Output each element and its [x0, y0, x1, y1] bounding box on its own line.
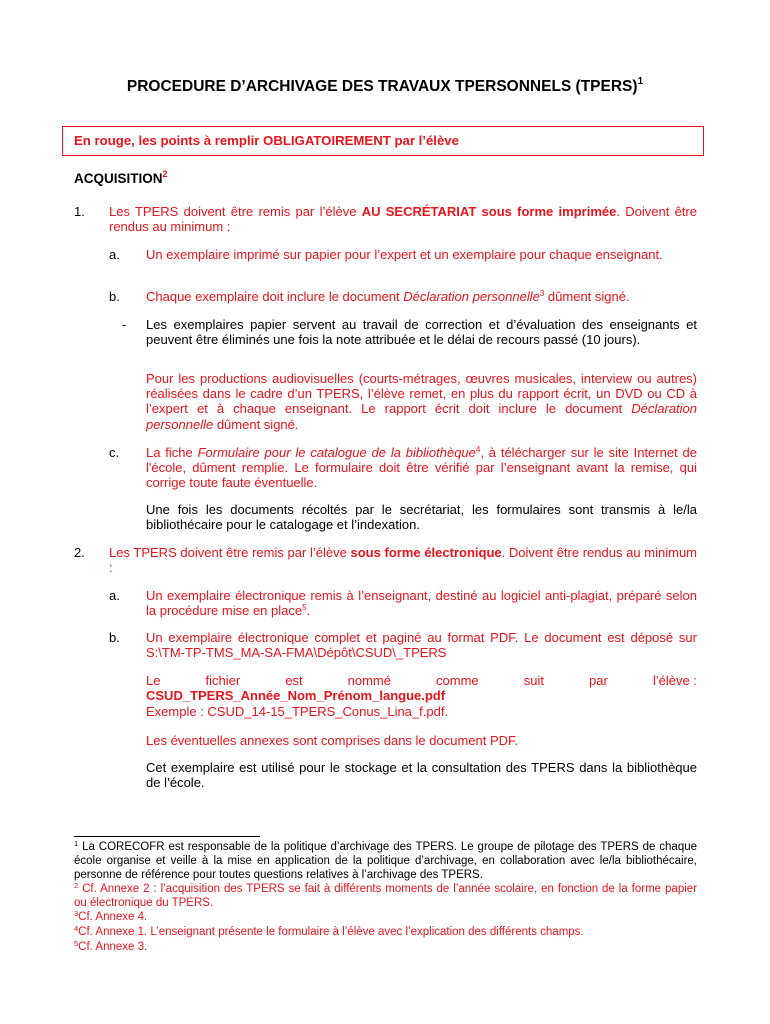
item-2-text-a: Les TPERS doivent être remis par l’élève	[109, 545, 351, 560]
footnote-divider	[74, 836, 260, 837]
item-1-text-b: . Doivent être rendus au minimum :	[109, 204, 697, 235]
item-1b-text-italic: Déclaration personnelle	[403, 289, 540, 304]
item-2a-text-main: Un exemplaire électronique remis à l’enseignant, destiné au logiciel anti-plagiat, préparé selon la procédure mise en place	[146, 588, 697, 619]
item-1-text	[109, 204, 697, 234]
item-2b-text: Un exemplaire électronique complet et paginé au format PDF. Le document est déposé sur S:\TM-TP-TMS_MA-SA-FMA\Dépôt\CSUD\_TPERS	[146, 630, 697, 661]
file-name-pattern: CSUD_TPERS_Année_Nom_Prénom_langue.pdf	[146, 688, 446, 703]
footnote-number: 1	[74, 839, 79, 848]
footnote-text: Cf. Annexe 1. L’enseignant présente le formulaire à l’élève avec l’explication des différents champs.	[78, 926, 584, 938]
file-word: fichier	[205, 673, 241, 688]
footnote-number: 2	[74, 881, 79, 890]
footnote-number: 5	[74, 939, 79, 948]
footnote-ref-2[interactable]: 2	[162, 169, 168, 179]
file-naming-line	[146, 673, 697, 688]
required-notice-text: En rouge, les points à remplir OBLIGATOIREMENT par l’élève	[74, 133, 459, 148]
footnote-5	[74, 941, 697, 955]
footnote-number: 3	[74, 909, 79, 918]
file-word: nommé	[347, 673, 391, 688]
item-2-text-bold: sous forme électronique	[350, 545, 502, 560]
footnote-2	[74, 883, 697, 911]
item-2a-text	[146, 588, 697, 618]
file-word: par	[589, 673, 608, 688]
file-name-example: Exemple : CSUD_14-15_TPERS_Conus_Lina_f.pdf.	[146, 704, 449, 719]
dash-bullet: -	[122, 317, 127, 332]
item-2-text-b: . Doivent être rendus au minimum :	[109, 545, 698, 576]
section-label: ACQUISITION	[74, 171, 163, 186]
file-word: Le	[146, 673, 161, 688]
item-2b-label: b.	[109, 630, 120, 645]
item-1c-label: c.	[109, 445, 120, 460]
file-word: est	[285, 673, 303, 688]
audiovisual-text-a: Pour les productions audiovisuelles (courts-métrages, œuvres musicales, interview ou autres) réalisées dans le cadre d’un TPERS, l’élève remet, en plus du rapport écrit, un DVD ou CD à l’expert et à chaque enseignant. Le rapport écrit doit inclure le document	[146, 371, 697, 417]
footnote-text: Cf. Annexe 2 : l’acquisition des TPERS se fait à différents moments de l’année scolaire, en fonction de la forme papier ou électronique du TPERS.	[74, 883, 697, 909]
footnote-3	[74, 911, 697, 925]
item-1c-text	[146, 445, 697, 491]
audiovisual-text	[146, 371, 697, 432]
footnote-4	[74, 926, 697, 940]
item-1b-text-a: Chaque exemplaire doit inclure le document	[146, 289, 404, 304]
file-word: comme	[436, 673, 479, 688]
audiovisual-text-italic: Déclaration personnelle	[146, 401, 697, 432]
item-1c-text-italic: Formulaire pour le catalogue de la bibliothèque	[197, 445, 476, 460]
item-1-dash-text: Les exemplaires papier servent au travail de correction et d’évaluation des enseignants et peuvent être éliminés une fois la note attribuée et le délai de recours passé (10 jours).	[146, 317, 697, 348]
item-2a-text-end: .	[306, 603, 311, 619]
title-text: PROCEDURE D’ARCHIVAGE DES TRAVAUX TPERSONNELS (TPERS)	[126, 78, 638, 95]
file-word: l’élève :	[652, 673, 697, 688]
item-1c-text-b: , à télécharger sur le site Internet de l'école, dûment remplie. Le formulaire doit être vérifié par l’enseignant avant la remise, qui corrige toute faute éventuelle.	[146, 445, 697, 491]
item-number-2: 2.	[74, 545, 85, 560]
section-heading-acquisition	[74, 171, 168, 186]
footnote-ref-5[interactable]: 5	[302, 603, 307, 613]
footnote-number: 4	[74, 924, 79, 933]
footnote-ref-3[interactable]: 3	[539, 289, 545, 298]
item-1b-label: b.	[109, 289, 120, 304]
footnote-1	[74, 841, 697, 882]
item-1a-text: Un exemplaire imprimé sur papier pour l’expert et un exemplaire pour chaque enseignant.	[146, 247, 663, 262]
item-2-text	[109, 545, 697, 575]
audiovisual-text-b: dûment signé.	[213, 416, 299, 432]
footnote-ref-1[interactable]: 1	[637, 76, 644, 87]
page-title	[0, 78, 770, 96]
item-1c-text-a: La fiche	[146, 445, 198, 460]
footnote-text: Cf. Annexe 3.	[78, 941, 148, 953]
item-2a-label: a.	[109, 588, 120, 603]
annexes-text: Les éventuelles annexes sont comprises dans le document PDF.	[146, 733, 519, 748]
file-word: suit	[523, 673, 544, 688]
item-1-after-text: Une fois les documents récoltés par le secrétariat, les formulaires sont transmis à le/la bibliothécaire pour le catalogage et l’indexation.	[146, 502, 697, 533]
item-1b-text-b: dûment signé.	[544, 289, 630, 304]
item-1a-label: a.	[109, 247, 120, 262]
footnote-ref-4[interactable]: 4	[475, 445, 481, 454]
item-1-text-bold: AU SECRÉTARIAT sous forme imprimée	[361, 204, 617, 219]
item-1b-text	[146, 289, 697, 304]
item-number-1: 1.	[74, 204, 85, 219]
storage-text: Cet exemplaire est utilisé pour le stockage et la consultation des TPERS dans la bibliothèque de l’école.	[146, 760, 697, 791]
footnote-text: Cf. Annexe 4.	[78, 911, 148, 923]
footnote-text: La CORECOFR est responsable de la politique d’archivage des TPERS. Le groupe de pilotage des TPERS de chaque école organise et veille à la mise en application de la politique d’archivage, en collaboration avec le/la bibliothécaire, personne de référence pour toutes questions relatives à l’archivage des TPERS.	[74, 841, 697, 881]
item-1-text-a: Les TPERS doivent être remis par l’élève	[109, 204, 362, 219]
